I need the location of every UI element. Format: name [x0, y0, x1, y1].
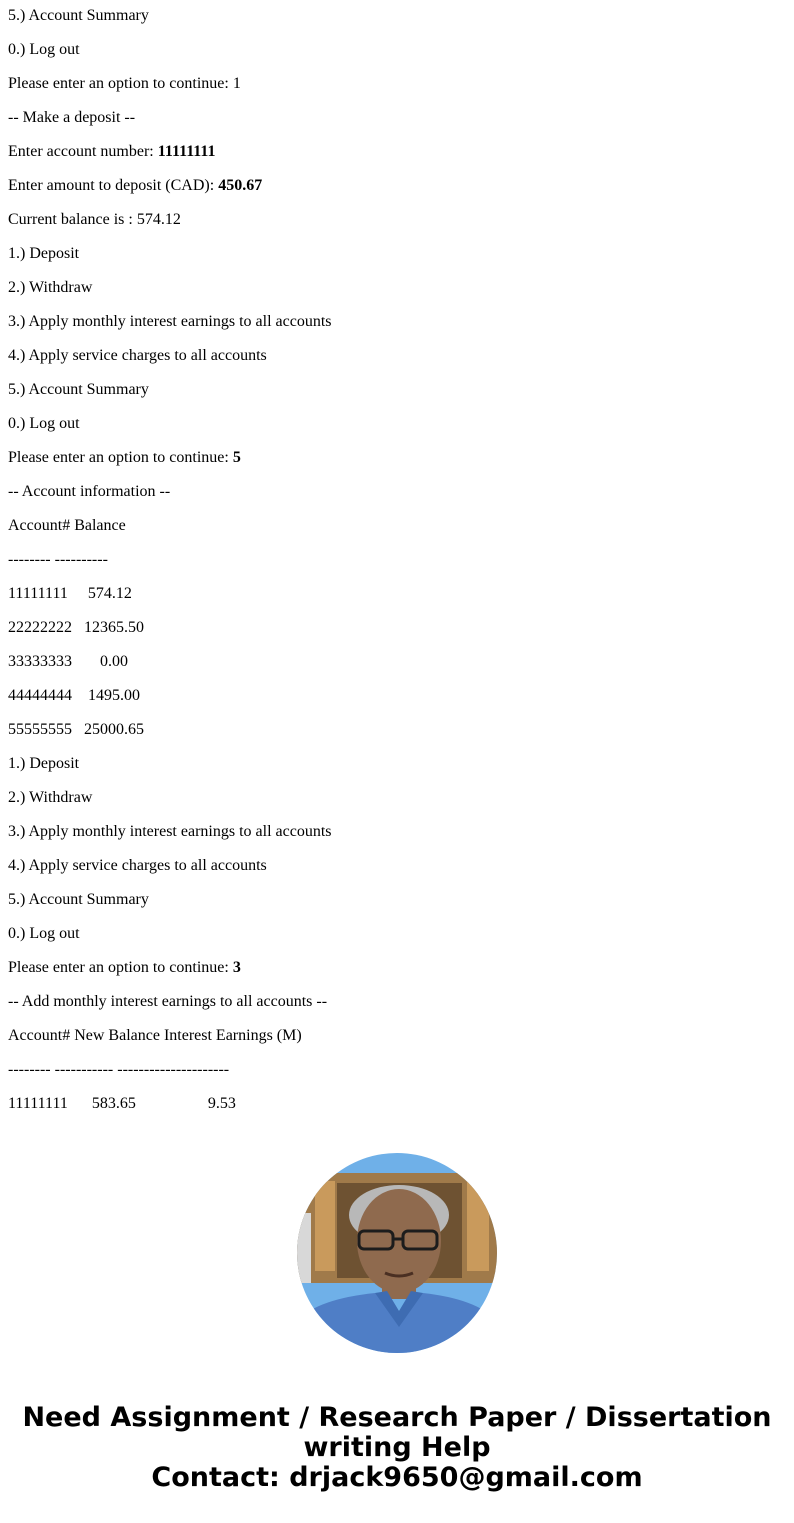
console-line	[8, 272, 788, 306]
console-line-text: 44444444 1495.00	[8, 687, 140, 704]
contact-footer	[0, 1403, 794, 1493]
footer-headline: Need Assignment / Research Paper / Dissertation	[22, 1402, 772, 1433]
console-line	[8, 170, 788, 204]
user-input-value: 5	[232, 449, 241, 466]
console-line	[8, 850, 788, 884]
person-photo-icon	[297, 1153, 497, 1353]
console-line-text: 2.) Withdraw	[8, 279, 93, 296]
console-line-text: 4.) Apply service charges to all accounts	[8, 857, 267, 874]
console-line-text: 0.) Log out	[8, 925, 80, 942]
console-line	[8, 238, 788, 272]
user-input-value: 450.67	[218, 177, 263, 194]
console-line	[8, 952, 788, 986]
console-line-text: -- Make a deposit --	[8, 109, 136, 126]
console-line	[8, 510, 788, 544]
footer-subheadline: writing Help	[303, 1432, 491, 1463]
console-line	[8, 442, 788, 476]
console-line	[8, 476, 788, 510]
console-line	[8, 884, 788, 918]
console-line	[8, 408, 788, 442]
console-line	[8, 918, 788, 952]
console-line-text: Please enter an option to continue:	[8, 449, 233, 466]
console-line-text: -- Add monthly interest earnings to all accounts --	[8, 993, 328, 1010]
console-line-text: 0.) Log out	[8, 415, 80, 432]
console-line-text: 33333333 0.00	[8, 653, 128, 670]
console-line	[8, 204, 788, 238]
console-line	[8, 374, 788, 408]
console-line-text: 1.) Deposit	[8, 755, 80, 772]
console-line	[8, 0, 788, 34]
author-avatar	[297, 1153, 497, 1353]
console-line-text: 11111111 574.12	[8, 585, 132, 602]
user-input-value: 3	[232, 959, 241, 976]
console-line-text: Enter amount to deposit (CAD):	[8, 177, 219, 194]
console-line	[8, 34, 788, 68]
console-line-text: 11111111 583.65 9.53	[8, 1095, 236, 1112]
console-transcript	[8, 0, 788, 1122]
console-line-text: 55555555 25000.65	[8, 721, 144, 738]
user-input-value: 11111111	[157, 143, 216, 160]
console-line-text: 2.) Withdraw	[8, 789, 93, 806]
console-line-text: -------- ----------	[8, 551, 108, 568]
console-line-text: Enter account number:	[8, 143, 158, 160]
console-line	[8, 68, 788, 102]
console-line	[8, 340, 788, 374]
console-line	[8, 306, 788, 340]
console-line-text: Please enter an option to continue: 1	[8, 75, 241, 92]
console-line-text: 5.) Account Summary	[8, 381, 149, 398]
console-line-text: Account# Balance	[8, 517, 126, 534]
console-line	[8, 136, 788, 170]
console-line-text: 22222222 12365.50	[8, 619, 144, 636]
console-line	[8, 612, 788, 646]
console-line	[8, 1054, 788, 1088]
footer-contact: Contact: drjack9650@gmail.com	[151, 1462, 643, 1493]
console-line	[8, 748, 788, 782]
console-line	[8, 680, 788, 714]
console-line	[8, 782, 788, 816]
console-line	[8, 986, 788, 1020]
console-line-text: -------- ----------- ---------------------	[8, 1061, 230, 1078]
console-line-text: 0.) Log out	[8, 41, 80, 58]
console-line	[8, 578, 788, 612]
console-line-text: -- Account information --	[8, 483, 171, 500]
console-line-text: 3.) Apply monthly interest earnings to all accounts	[8, 313, 332, 330]
console-line-text: Please enter an option to continue:	[8, 959, 233, 976]
console-line-text: 3.) Apply monthly interest earnings to all accounts	[8, 823, 332, 840]
console-line	[8, 646, 788, 680]
console-line	[8, 544, 788, 578]
console-line-text: 5.) Account Summary	[8, 7, 149, 24]
console-line	[8, 816, 788, 850]
console-line-text: Account# New Balance Interest Earnings (M)	[8, 1027, 302, 1044]
console-line-text: 4.) Apply service charges to all accounts	[8, 347, 267, 364]
console-line-text: Current balance is : 574.12	[8, 211, 181, 228]
console-line	[8, 714, 788, 748]
console-line	[8, 1088, 788, 1122]
console-line	[8, 102, 788, 136]
console-line	[8, 1020, 788, 1054]
console-line-text: 5.) Account Summary	[8, 891, 149, 908]
console-line-text: 1.) Deposit	[8, 245, 80, 262]
